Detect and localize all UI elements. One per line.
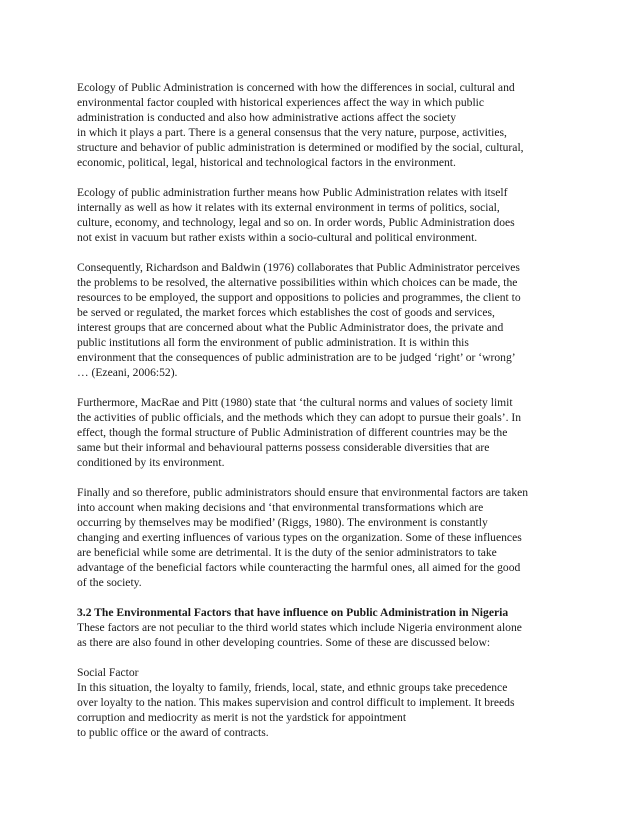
subsection-title: Social Factor xyxy=(77,666,139,679)
text-line: not exist in vacuum but rather exists within a socio-cultural and political environment. xyxy=(77,231,478,244)
text-line: … (Ezeani, 2006:52). xyxy=(77,366,178,379)
text-line: effect, though the formal structure of Public Administration of different countries may be the xyxy=(77,426,508,439)
text-line: These factors are not peculiar to the third world states which include Nigeria environment alone xyxy=(77,621,522,634)
text-line: public institutions all form the environment of public administration. It is within this xyxy=(77,336,469,349)
text-line: same but their informal and behavioural patterns possess considerable diversities that are xyxy=(77,441,490,454)
text-line: environment that the consequences of public administration are to be judged ‘right’ or ‘wrong’ xyxy=(77,351,516,364)
paragraph-ecology-relations xyxy=(77,185,577,245)
text-line: In this situation, the loyalty to family, friends, local, state, and ethnic groups take precedence xyxy=(77,681,508,694)
text-line: environmental factor coupled with historical experiences affect the way in which public xyxy=(77,96,485,109)
text-line: resources to be employed, the support and oppositions to policies and programmes, the client to xyxy=(77,291,521,304)
document-body xyxy=(77,80,577,740)
text-line: be served or regulated, the market forces which establishes the cost of goods and services, xyxy=(77,306,495,319)
paragraph-macrae-pitt xyxy=(77,395,577,470)
section-environmental-factors xyxy=(77,605,577,650)
text-line: corruption and mediocrity as merit is not the yardstick for appointment xyxy=(77,711,407,724)
paragraph-finally xyxy=(77,485,577,590)
text-line: interest groups that are concerned about what the Public Administrator does, the private and xyxy=(77,321,504,334)
text-line: into account when making decisions and ‘that environmental transformations which are xyxy=(77,501,484,514)
text-line: Ecology of Public Administration is concerned with how the differences in social, cultural and xyxy=(77,81,515,94)
subsection-social-factor xyxy=(77,665,577,740)
paragraph-ecology-definition xyxy=(77,80,577,170)
text-line: to public office or the award of contracts. xyxy=(77,726,269,739)
text-line: are beneficial while some are detrimental. It is the duty of the senior administrators to take xyxy=(77,546,497,559)
text-line: Finally and so therefore, public administrators should ensure that environmental factors are taken xyxy=(77,486,529,499)
text-line: administration is conducted and also how administrative actions affect the society xyxy=(77,111,457,124)
text-line: the activities of public officials, and the methods which they can adopt to pursue their goals’. In xyxy=(77,411,522,424)
text-line: economic, political, legal, historical and technological factors in the environment. xyxy=(77,156,456,169)
text-line: Furthermore, MacRae and Pitt (1980) state that ‘the cultural norms and values of society limit xyxy=(77,396,513,409)
paragraph-richardson-baldwin xyxy=(77,260,577,380)
text-line: the problems to be resolved, the alternative possibilities within which choices can be made, the xyxy=(77,276,518,289)
text-line: advantage of the beneficial factors while counteracting the harmful ones, all aimed for the good xyxy=(77,561,521,574)
text-line: Consequently, Richardson and Baldwin (1976) collaborates that Public Administrator perceives xyxy=(77,261,520,274)
section-heading: 3.2 The Environmental Factors that have influence on Public Administration in Nigeria xyxy=(77,606,509,619)
text-line: over loyalty to the nation. This makes supervision and control difficult to implement. It breeds xyxy=(77,696,515,709)
text-line: occurring by themselves may be modified’ (Riggs, 1980). The environment is constantly xyxy=(77,516,488,529)
text-line: Ecology of public administration further means how Public Administration relates with itself xyxy=(77,186,508,199)
text-line: as there are also found in other developing countries. Some of these are discussed below: xyxy=(77,636,491,649)
text-line: internally as well as how it relates with its external environment in terms of politics, social, xyxy=(77,201,500,214)
text-line: structure and behavior of public administration is determined or modified by the social, cultural, xyxy=(77,141,524,154)
text-line: in which it plays a part. There is a general consensus that the very nature, purpose, activities, xyxy=(77,126,507,139)
text-line: of the society. xyxy=(77,576,142,589)
text-line: changing and exerting influences of various types on the organization. Some of these influences xyxy=(77,531,522,544)
text-line: conditioned by its environment. xyxy=(77,456,225,469)
text-line: culture, economy, and technology, legal and so on. In order words, Public Administration does xyxy=(77,216,515,229)
